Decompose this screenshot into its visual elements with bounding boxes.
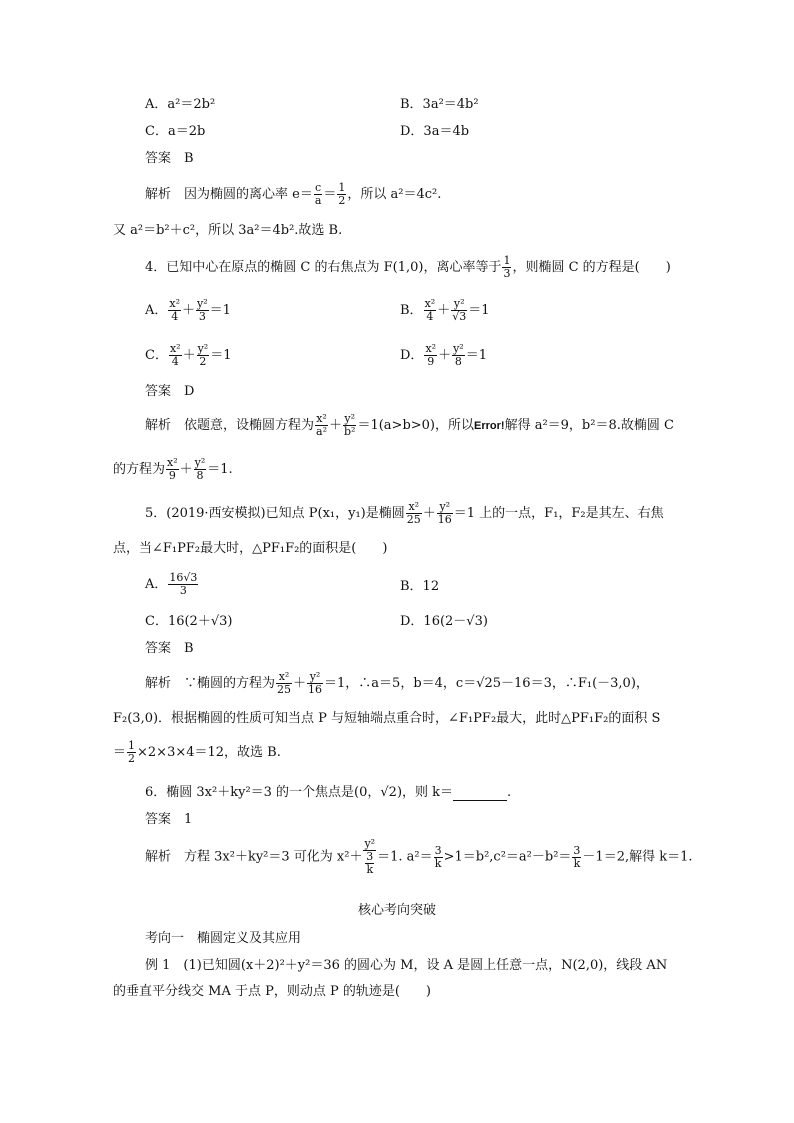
q5-analysis-line1: 解析 ∵椭圆的方程为 $\frac{\text{x²}}{25}$ ＋ $\frac{\text{y²}}{16}$ ＝1，∴a＝5，b＝4，c＝√25－16＝3，∴F₁(－3,0)， (145, 670, 649, 696)
section-title: 核心考向突破 (357, 903, 436, 918)
q4-stem: 4．已知中心在原点的椭圆 C 的右焦点为 F(1,0)，离心率等于 $\frac{1}{3}$ ，则椭圆 C 的方程是( ) (145, 254, 671, 280)
q4-analysis-line2: 的方程为 $\frac{\text{x²}}{9}$ ＋ $\frac{\text{y²}}{8}$ ＝1. (113, 456, 233, 482)
example1-line1: 例 1 (1)已知圆(x＋2)²＋y²＝36 的圆心为 M，设 A 是圆上任意一点，N(2,0)，线段 AN (145, 958, 668, 973)
q3-option-a: A．a²＝2b² (145, 97, 216, 112)
q5-option-d: D．16(2－√3) (400, 614, 488, 629)
q5-stem-line2: 点，当∠F₁PF₂最大时，△PF₁F₂的面积是( ) (113, 541, 388, 556)
q3-analysis-line1: 解析 因为椭圆的离心率 e＝ $\frac{c}{a}$ ＝ $\frac{1}{2}$ ，所以 a²＝4c². (145, 181, 442, 207)
q5-answer: 答案 B (145, 641, 194, 656)
q5-stem-line1: 5．(2019·西安模拟)已知点 P(x₁，y₁)是椭圆 $\frac{\text{x²}}{25}$ ＋ $\frac{\text{y²}}{16}$ ＝1 上的一点，F₁，F₂是其左、右焦 (145, 500, 664, 526)
answer-blank (453, 788, 507, 801)
section-subtitle: 考向一 椭圆定义及其应用 (145, 931, 302, 946)
q4-answer: 答案 D (145, 384, 195, 399)
q5-option-b: B．12 (400, 579, 440, 594)
q5-analysis-line2: F₂(3,0)．根据椭圆的性质可知当点 P 与短轴端点重合时，∠F₁PF₂最大，此时△PF₁F₂的面积 S (113, 711, 661, 726)
q4-option-c: C． $\frac{\text{x²}}{4}$ ＋ $\frac{\text{y²}}{2}$ ＝1 (145, 342, 232, 368)
q3-option-d: D．3a＝4b (400, 124, 470, 139)
q3-answer: 答案 B (145, 151, 194, 166)
q4-analysis-line1: 解析 依题意，设椭圆方程为 $\frac{\text{x²}}{\text{a²}}$ ＋ $\frac{\text{y²}}{\text{b²}}$ ＝1(a>b>0)，所以Error!解得 a²＝9，b²＝8.故椭圆 C (145, 412, 674, 438)
q5-option-a: A． $\frac{16√3}{3}$ (145, 571, 198, 597)
q6-analysis: 解析 方程 3x²＋ky²＝3 可化为 x²＋ $\frac{\text{y²}}{\frac{3}{k}}$ ＝1. a²＝ $\frac{3}{k}$ >1＝b²,c²＝a²－b²＝ $\frac{3}{k}$ －1＝2,解得 k＝1. (145, 837, 693, 876)
q5-analysis-line3: ＝ $\frac{1}{2}$ ×2×3×4＝12，故选 B. (113, 739, 281, 765)
compound-fraction: $\frac{\text{y²}}{\frac{3}{k}}$ (364, 837, 376, 876)
q6-stem: 6．椭圆 3x²＋ky²＝3 的一个焦点是(0，√2)，则 k＝ . (145, 785, 512, 800)
q4-option-a: A． $\frac{\text{x²}}{4}$ ＋ $\frac{\text{y²}}{3}$ ＝1 (145, 297, 231, 323)
q3-analysis-line2: 又 a²＝b²＋c²，所以 3a²＝4b².故选 B. (113, 223, 343, 238)
q4-option-d: D． $\frac{\text{x²}}{9}$ ＋ $\frac{\text{y²}}{8}$ ＝1 (400, 342, 487, 368)
q3-option-b: B．3a²＝4b² (400, 97, 479, 112)
q6-answer: 答案 1 (145, 812, 193, 827)
q4-option-b: B． $\frac{\text{x²}}{4}$ ＋ $\frac{\text{y²}}{√3}$ ＝1 (400, 297, 490, 323)
q3-option-c: C．a＝2b (145, 124, 206, 139)
example1-line2: 的垂直平分线交 MA 于点 P，则动点 P 的轨迹是( ) (113, 984, 431, 999)
q5-option-c: C．16(2＋√3) (145, 614, 233, 629)
